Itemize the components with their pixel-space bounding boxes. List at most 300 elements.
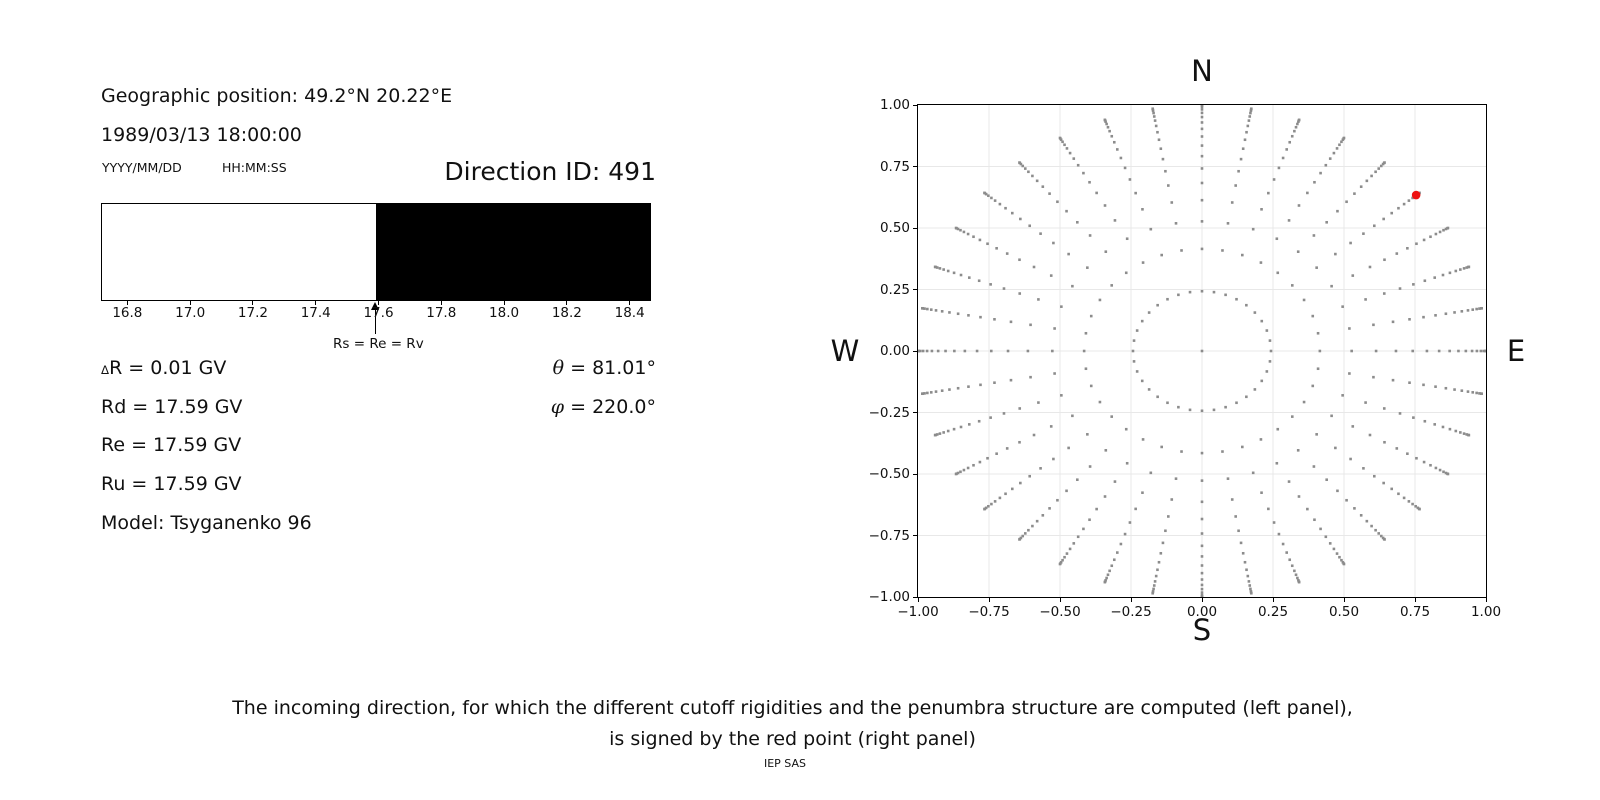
direction-dot <box>1104 495 1107 498</box>
direction-scatter-plot <box>917 104 1487 598</box>
model-text: Model: Tsyganenko 96 <box>101 512 312 534</box>
direction-dot <box>1406 452 1409 455</box>
direction-dot <box>1459 431 1462 434</box>
direction-dot <box>1336 490 1339 493</box>
direction-dot <box>1141 208 1144 211</box>
direction-dot <box>1162 542 1165 545</box>
direction-dot <box>1295 126 1298 129</box>
direction-dot <box>1088 518 1091 521</box>
direction-dot <box>1454 430 1457 433</box>
direction-dot <box>1201 112 1204 115</box>
direction-dot <box>1110 415 1113 418</box>
direction-dot <box>1403 497 1406 500</box>
dirplot-x-tick-label: −0.50 <box>1039 604 1081 620</box>
direction-dot <box>948 388 951 391</box>
rd-value: Rd = 17.59 GV <box>101 396 243 418</box>
direction-dot <box>1439 469 1442 472</box>
direction-dot <box>1412 416 1415 419</box>
direction-dot <box>1249 112 1252 115</box>
direction-dot <box>1116 551 1119 554</box>
direction-dot <box>1245 304 1248 307</box>
direction-dot <box>922 350 925 353</box>
dirplot-x-tick <box>989 598 990 602</box>
direction-dot <box>1422 384 1425 387</box>
direction-dot <box>1438 350 1441 353</box>
direction-dot <box>1373 475 1376 478</box>
direction-dot <box>1011 212 1014 215</box>
direction-dot <box>955 227 958 230</box>
direction-dot <box>1201 545 1204 548</box>
direction-dot <box>1254 311 1257 314</box>
direction-dot <box>1313 181 1316 184</box>
direction-dot <box>1027 529 1030 532</box>
direction-dot <box>1072 157 1075 160</box>
direction-dot <box>1317 367 1320 370</box>
direction-dot <box>1445 312 1448 315</box>
direction-dot <box>1485 350 1486 353</box>
ru-value: Ru = 17.59 GV <box>101 473 242 495</box>
direction-dot <box>1374 529 1377 532</box>
direction-dot <box>1298 495 1301 498</box>
direction-dot <box>1475 308 1478 311</box>
direction-dot <box>934 434 937 437</box>
direction-dot <box>1201 144 1204 147</box>
direction-dot <box>921 307 924 310</box>
direction-dot <box>963 231 966 234</box>
direction-dot <box>983 192 986 195</box>
dirplot-y-tick-label: −0.25 <box>868 404 910 421</box>
direction-dot <box>935 390 938 393</box>
direction-dot <box>1003 287 1006 290</box>
direction-dot <box>1311 385 1314 388</box>
direction-dot <box>1124 533 1127 536</box>
direction-dot <box>1453 311 1456 314</box>
direction-dot <box>1224 406 1227 409</box>
direction-dot <box>1241 254 1244 257</box>
direction-dot <box>972 235 975 238</box>
direction-dot <box>967 314 970 317</box>
dirplot-y-tick <box>913 535 917 536</box>
phi-symbol: φ <box>550 396 565 418</box>
direction-dot <box>1104 119 1107 122</box>
direction-dot <box>1039 467 1042 470</box>
direction-dot <box>1126 237 1129 240</box>
direction-dot <box>1048 507 1051 510</box>
direction-dot <box>1095 508 1098 511</box>
dirplot-x-tick-label: −0.25 <box>1110 604 1152 620</box>
direction-dot <box>1383 292 1386 295</box>
direction-dot <box>1201 290 1204 293</box>
direction-dot <box>1435 467 1438 470</box>
direction-dot <box>1201 578 1204 581</box>
direction-dot <box>921 392 924 395</box>
penumbra-x-tick-label: 17.0 <box>175 305 206 321</box>
direction-dot <box>1201 479 1204 482</box>
direction-dot <box>918 350 919 353</box>
direction-dot <box>1293 570 1296 573</box>
direction-dot <box>935 309 938 312</box>
direction-dot <box>1442 470 1445 473</box>
direction-dot <box>1408 199 1411 202</box>
direction-dot <box>1019 218 1022 221</box>
direction-dot <box>1273 521 1276 524</box>
direction-dot <box>1468 434 1471 437</box>
direction-dot <box>1170 201 1173 204</box>
direction-dot <box>1158 561 1161 564</box>
direction-dot <box>1201 572 1204 575</box>
direction-dot <box>979 461 982 464</box>
direction-dot <box>1276 428 1279 431</box>
direction-dot <box>1156 304 1159 307</box>
direction-dot <box>1276 237 1279 240</box>
direction-dot <box>979 316 982 319</box>
direction-dot <box>931 350 934 353</box>
dirplot-y-tick-label: 0.50 <box>879 220 910 236</box>
dirplot-x-tick-label: 0.00 <box>1186 604 1218 620</box>
penumbra-x-tick-label: 17.8 <box>426 305 457 321</box>
direction-dot <box>1221 249 1224 252</box>
dirplot-x-tick <box>1415 598 1416 602</box>
direction-dot <box>1053 327 1056 330</box>
direction-dot <box>1029 324 1032 327</box>
direction-dot <box>1213 291 1216 294</box>
direction-dot <box>990 350 993 353</box>
direction-dot <box>1260 491 1263 494</box>
direction-dot <box>1158 138 1161 141</box>
direction-dot <box>939 267 942 270</box>
direction-dot <box>1175 477 1178 480</box>
direction-dot <box>1177 294 1180 297</box>
direction-dot <box>1089 465 1092 468</box>
direction-dot <box>1201 500 1204 503</box>
direction-dot <box>1424 279 1427 282</box>
direction-dot <box>1148 311 1151 314</box>
direction-dot <box>1433 423 1436 426</box>
direction-dot <box>1333 152 1336 155</box>
direction-dot <box>1288 219 1291 222</box>
dirplot-y-tick-label: −0.50 <box>868 466 910 482</box>
direction-dot <box>994 199 997 202</box>
dirplot-x-tick <box>1486 598 1487 602</box>
direction-dot <box>1116 148 1119 151</box>
direction-dot <box>1082 172 1085 175</box>
direction-dot <box>1415 242 1418 245</box>
direction-dot <box>1426 350 1429 353</box>
direction-dot <box>1325 221 1328 224</box>
direction-dot <box>993 318 996 321</box>
direction-dot <box>926 350 929 353</box>
direction-dot <box>1114 219 1117 222</box>
direction-dot <box>1125 428 1128 431</box>
direction-dot <box>1297 449 1300 452</box>
direction-dot <box>1282 157 1285 160</box>
direction-dot <box>1060 305 1063 308</box>
direction-dot <box>1018 407 1021 410</box>
direction-dot <box>1060 394 1063 397</box>
direction-dot <box>995 247 998 250</box>
direction-dot <box>1303 299 1306 302</box>
direction-dot <box>1476 350 1479 353</box>
direction-dot <box>926 392 929 395</box>
direction-dot <box>1056 499 1059 502</box>
direction-dot <box>1166 401 1169 404</box>
direction-dot <box>1248 584 1251 587</box>
direction-dot <box>1325 164 1328 167</box>
direction-dot <box>1245 568 1248 571</box>
direction-dot <box>942 431 945 434</box>
direction-dot <box>1288 141 1291 144</box>
direction-dot <box>1250 592 1253 595</box>
direction-dot <box>1067 253 1070 256</box>
direction-dot <box>1278 167 1281 170</box>
direction-dot <box>1411 350 1414 353</box>
direction-dot <box>1445 387 1448 390</box>
cutoff-annotation-label: Rs = Re = Rv <box>333 336 424 352</box>
direction-dot <box>941 310 944 313</box>
direction-dot <box>1189 291 1192 294</box>
direction-dot <box>1429 464 1432 467</box>
direction-dot <box>1018 538 1021 541</box>
direction-dot <box>1383 407 1386 410</box>
direction-dot <box>941 389 944 392</box>
direction-dot <box>1313 518 1316 521</box>
direction-dot <box>1066 147 1069 150</box>
direction-dot <box>1348 327 1351 330</box>
direction-dot <box>1124 167 1127 170</box>
direction-dot <box>1311 315 1314 318</box>
direction-dot <box>1295 573 1298 576</box>
direction-dot <box>1245 395 1248 398</box>
direction-dot <box>1406 247 1409 250</box>
direction-dot <box>1037 401 1040 404</box>
direction-dot <box>1201 532 1204 535</box>
direction-dot <box>1329 157 1332 160</box>
direction-dot <box>986 457 989 460</box>
direction-dot <box>1480 307 1483 310</box>
direction-dot <box>1242 147 1245 150</box>
direction-dot <box>1360 185 1363 188</box>
direction-dot <box>1090 385 1093 388</box>
dirplot-y-tick <box>913 351 917 352</box>
direction-dot <box>1453 388 1456 391</box>
direction-dot <box>990 197 993 200</box>
direction-dot <box>1227 222 1230 225</box>
direction-dot <box>1201 155 1204 158</box>
direction-dot <box>1071 415 1074 418</box>
direction-dot <box>1234 184 1237 187</box>
direction-dot <box>1334 447 1337 450</box>
direction-dot <box>1156 395 1159 398</box>
direction-dot <box>960 274 963 277</box>
direction-dot <box>1120 543 1123 546</box>
direction-dot <box>1269 339 1272 342</box>
dirplot-x-tick-label: 0.50 <box>1328 604 1360 620</box>
direction-dot <box>1369 434 1372 437</box>
dirplot-y-tick <box>913 105 917 106</box>
dirplot-y-tick <box>913 597 917 598</box>
direction-id-text: Direction ID: 491 <box>444 157 656 186</box>
direction-dot <box>967 467 970 470</box>
dirplot-y-tick <box>913 228 917 229</box>
direction-dot <box>1278 533 1281 536</box>
direction-dot <box>1126 462 1129 465</box>
direction-dot <box>1201 182 1204 185</box>
direction-dot <box>1435 233 1438 236</box>
direction-dot <box>1085 332 1088 335</box>
direction-dot <box>1244 561 1247 564</box>
direction-dot <box>1248 115 1251 118</box>
direction-dot <box>1369 266 1372 269</box>
direction-dot <box>1465 350 1468 353</box>
direction-dot <box>1291 564 1294 567</box>
direction-dot <box>1050 425 1053 428</box>
direction-dot <box>1399 287 1402 290</box>
direction-dot <box>1033 434 1036 437</box>
direction-dot <box>1114 480 1117 483</box>
direction-dot <box>1071 285 1074 288</box>
direction-dot <box>1434 385 1437 388</box>
direction-dot <box>1134 192 1137 195</box>
direction-dot <box>1052 242 1055 245</box>
direction-dot <box>1480 392 1483 395</box>
direction-dot <box>1151 592 1154 595</box>
direction-dot <box>1141 491 1144 494</box>
direction-dot <box>1201 248 1204 251</box>
dirplot-y-tick <box>913 474 917 475</box>
direction-dot <box>1105 123 1108 126</box>
direction-dot <box>1475 392 1478 395</box>
direction-dot <box>1086 266 1089 269</box>
direction-dot <box>944 350 947 353</box>
direction-dot <box>1276 271 1279 274</box>
direction-dot <box>1480 350 1483 353</box>
direction-dot <box>1155 125 1158 128</box>
direction-dot <box>1024 532 1027 535</box>
direction-dot <box>1392 379 1395 382</box>
direction-dot <box>1104 250 1107 253</box>
penumbra-strip-chart <box>101 203 651 301</box>
delta-symbol: Δ <box>101 363 110 377</box>
direction-dot <box>1132 350 1135 353</box>
penumbra-x-tick-label: 17.6 <box>363 305 394 321</box>
direction-dot <box>1031 175 1034 178</box>
direction-dot <box>1108 130 1111 133</box>
direction-dot <box>1155 575 1158 578</box>
direction-dot <box>1099 299 1102 302</box>
dirplot-x-tick <box>1273 598 1274 602</box>
direction-dot <box>1463 267 1466 270</box>
direction-dot <box>1373 224 1376 227</box>
dirplot-y-tick-label: 0.25 <box>879 281 910 298</box>
direction-dot <box>1449 428 1452 431</box>
direction-dot <box>930 308 933 311</box>
direction-dot <box>1160 552 1163 555</box>
direction-dot <box>957 312 960 315</box>
direction-dot <box>1156 131 1159 134</box>
direction-dot <box>1319 528 1322 531</box>
direction-dot <box>1104 449 1107 452</box>
direction-dot <box>1201 584 1204 587</box>
direction-dot <box>1364 298 1367 301</box>
direction-dot <box>967 385 970 388</box>
direction-dot <box>1336 210 1339 213</box>
direction-dot <box>1447 473 1450 476</box>
penumbra-x-tick-label: 17.2 <box>237 305 268 321</box>
direction-dot <box>1088 181 1091 184</box>
direction-dot <box>1107 126 1110 129</box>
direction-dot <box>993 381 996 384</box>
direction-dot <box>1252 228 1255 231</box>
penumbra-x-tick-label: 18.4 <box>614 305 645 321</box>
direction-dot <box>926 308 929 311</box>
direction-dot <box>1247 125 1250 128</box>
direction-dot <box>1090 315 1093 318</box>
direction-dot <box>1372 324 1375 327</box>
direction-dot <box>1154 580 1157 583</box>
datetime-text: 1989/03/13 18:00:00 <box>101 124 302 146</box>
direction-dot <box>1167 515 1170 518</box>
direction-dot <box>967 233 970 236</box>
direction-dot <box>986 242 989 245</box>
direction-dot <box>1003 412 1006 415</box>
direction-dot <box>1350 350 1353 353</box>
direction-dot <box>990 503 993 506</box>
direction-dot <box>1050 274 1053 277</box>
direction-dot <box>1227 477 1230 480</box>
direction-dot <box>1471 350 1474 353</box>
direction-dot <box>1267 508 1270 511</box>
direction-dot <box>1353 192 1356 195</box>
direction-dot <box>1153 115 1156 118</box>
direction-dot <box>1110 284 1113 287</box>
direction-dot <box>1454 270 1457 273</box>
direction-dot <box>1325 535 1328 538</box>
dirplot-x-tick-label: −0.75 <box>968 604 1010 620</box>
direction-dot <box>1343 137 1346 140</box>
direction-dot <box>1104 204 1107 207</box>
date-format-label: YYYY/MM/DD <box>102 160 182 175</box>
direction-dot <box>1065 210 1068 213</box>
direction-dot <box>1166 298 1169 301</box>
direction-dot <box>1154 119 1157 122</box>
direction-dot <box>1240 542 1243 545</box>
direction-dot <box>1248 119 1251 122</box>
direction-dot <box>1260 380 1263 383</box>
direction-dot <box>1237 170 1240 173</box>
dirplot-y-tick-label: 1.00 <box>879 97 910 113</box>
direction-dot <box>1201 409 1204 412</box>
direction-dot <box>1029 376 1032 379</box>
direction-dot <box>1018 292 1021 295</box>
direction-dot <box>1059 563 1062 566</box>
direction-dot <box>1349 458 1352 461</box>
direction-dot <box>1411 503 1414 506</box>
direction-dot <box>947 270 950 273</box>
direction-dot <box>989 283 992 286</box>
direction-dot <box>1150 472 1153 475</box>
direction-dot <box>963 469 966 472</box>
direction-dot <box>1303 401 1306 404</box>
dirplot-x-tick <box>1131 598 1132 602</box>
compass-west-label: W <box>830 334 860 368</box>
direction-dot <box>1442 274 1445 277</box>
direction-dot <box>1099 401 1102 404</box>
direction-dot <box>999 203 1002 206</box>
direction-dot <box>1390 488 1393 491</box>
direction-dot <box>979 239 982 242</box>
direction-dot <box>1439 231 1442 234</box>
direction-dot <box>1293 130 1296 133</box>
